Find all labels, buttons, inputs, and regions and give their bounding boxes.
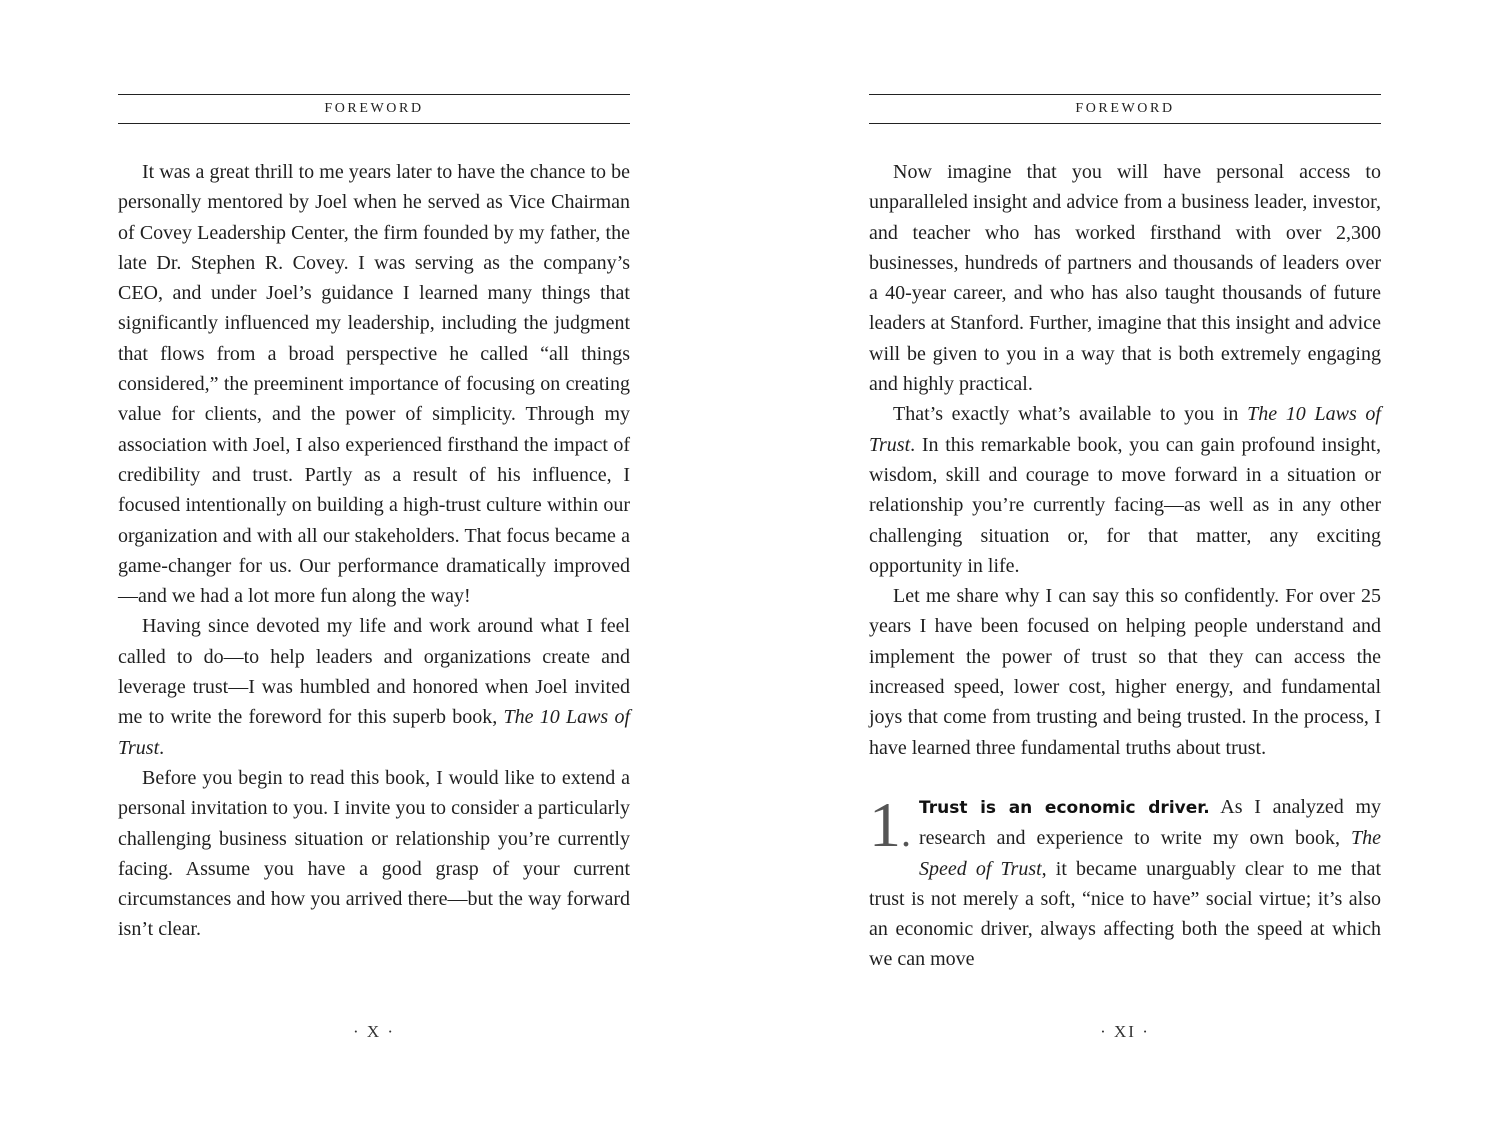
page-number: · XI · bbox=[1100, 1022, 1150, 1041]
paragraph-text: Having since devoted my life and work around what I feel called to do—to help leaders and organizations create and leverage trust—I was humbled and honored when Joel invited me to write the foreword for this superb book, bbox=[118, 615, 630, 729]
paragraph-text: . In this remarkable book, you can gain profound insight, wisdom, skill and courage to move forward in a situation or relationship you’re currently facing—as well as in any other challenging situation or, for that matter, any exciting opportunity in life. bbox=[869, 433, 1381, 577]
running-head: FOREWORD bbox=[118, 94, 630, 124]
law-text: As I analyzed my research and experience to write my own book, bbox=[919, 796, 1381, 850]
paragraph-text: That’s exactly what’s available to you in bbox=[893, 403, 1248, 426]
paragraph-text: . bbox=[159, 736, 165, 759]
paragraph: Now imagine that you will have personal access to unparalleled insight and advice from a business leader, investor, and teacher who has worked firsthand with over 2,300 businesses, hundreds of partners and thousands of leaders over a 40-year career, and who has also taught thousands of future leaders at Stanford. Further, imagine that this insight and advice will be given to you in a way that is both extremely engaging and highly practical. bbox=[869, 161, 1381, 396]
law-one bbox=[869, 789, 1382, 975]
body-text bbox=[869, 157, 1381, 763]
left-page bbox=[118, 0, 630, 1125]
paragraph: Before you begin to read this book, I would like to extend a personal invitation to you. I invite you to consider a particularly challenging business situation or relationship you’re currently facing. Assume you have a good grasp of your current circumstances and how you arrived there—but the way forward isn’t clear. bbox=[118, 766, 630, 941]
running-head: FOREWORD bbox=[869, 94, 1381, 124]
law-title: Trust is an economic driver. bbox=[919, 798, 1210, 818]
paragraph bbox=[869, 399, 1381, 581]
right-page bbox=[869, 0, 1381, 1125]
book-title: The 10 Laws of Trust bbox=[118, 706, 630, 759]
law-number-dot: . bbox=[901, 810, 911, 855]
law-text: , it became unarguably clear to me that trust is not merely a soft, “nice to have” social virtue; it’s also an economic driver, always affecting both the speed at which we can move bbox=[869, 857, 1382, 971]
book-title: The 10 Laws of Trust bbox=[869, 403, 1381, 456]
body-text bbox=[118, 157, 630, 945]
law-number bbox=[869, 789, 911, 860]
book-title: The Speed of Trust bbox=[919, 827, 1381, 880]
paragraph: It was a great thrill to me years later to have the chance to be personally mentored by Joel when he served as Vice Chairman of Covey Leadership Center, the firm founded by my father, the late Dr. Stephen R. Covey. I was serving as the company’s CEO, and under Joel’s guidance I learned many things that significantly influenced my leadership, including the judgment that flows from a broad perspective he called “all things considered,” the preeminent importance of focusing on creating value for clients, and the power of simplicity. Through my association with Joel, I also experienced firsthand the impact of credibility and trust. Partly as a result of his influence, I focused intentionally on building a high-trust culture within our organization and with all our stakeholders. That focus became a game-changer for us. Our performance dramatically improved—and we had a lot more fun along the way! bbox=[118, 161, 630, 608]
page-number: · X · bbox=[352, 1022, 396, 1041]
paragraph bbox=[118, 611, 630, 762]
paragraph: Let me share why I can say this so confidently. For over 25 years I have been focused on helping people understand and implement the power of trust so that they can access the increased speed, lower cost, higher energy, and fundamental joys that come from trusting and being trusted. In the process, I have learned three fundamental truths about trust. bbox=[869, 585, 1381, 759]
law-number-digit: 1 bbox=[869, 789, 901, 860]
